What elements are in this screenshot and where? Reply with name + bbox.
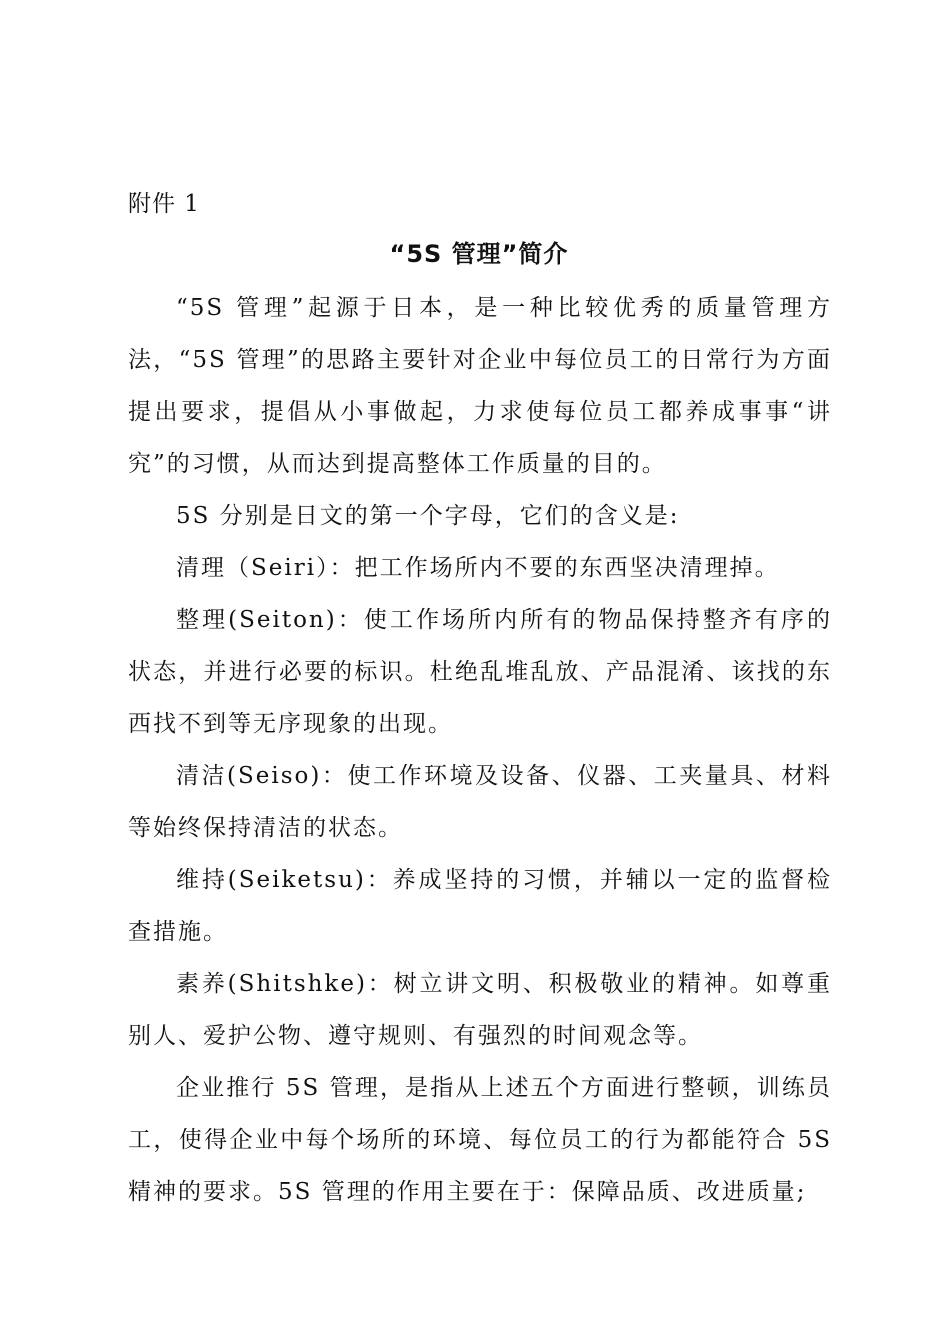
- paragraph-shitsuke: 素养(Shitshke)：树立讲文明、积极敬业的精神。如尊重别人、爱护公物、遵守规则、有强烈的时间观念等。: [128, 971, 832, 1049]
- document-title: “5S 管理”简介: [389, 240, 569, 268]
- attachment-label: 附件 1: [128, 191, 200, 217]
- paragraph-implementation: 企业推行 5S 管理，是指从上述五个方面进行整顿，训练员工，使得企业中每个场所的环境、每位员工的行为都能符合 5S 精神的要求。5S 管理的作用主要在于：保障品质、改进质量;: [128, 1075, 832, 1205]
- paragraph-seiton: 整理(Seiton)：使工作场所内所有的物品保持整齐有序的状态，并进行必要的标识。杜绝乱堆乱放、产品混淆、该找的东西找不到等无序现象的出现。: [128, 607, 832, 737]
- paragraph-seiso: 清洁(Seiso)：使工作环境及设备、仪器、工夹量具、材料等始终保持清洁的状态。: [128, 763, 832, 841]
- paragraph-intro: “5S 管理”起源于日本，是一种比较优秀的质量管理方法，“5S 管理”的思路主要针对企业中每位员工的日常行为方面提出要求，提倡从小事做起，力求使每位员工都养成事事“讲究”的习惯，从而达到提高整体工作质量的目的。: [128, 295, 832, 477]
- document-body: [128, 282, 832, 1218]
- paragraph-5s-meaning: 5S 分别是日文的第一个字母，它们的含义是:: [176, 503, 680, 529]
- paragraph-seiri: 清理（Seiri）：把工作场所内不要的东西坚决清理掉。: [176, 555, 780, 581]
- paragraph-seiketsu: 维持(Seiketsu)：养成坚持的习惯，并辅以一定的监督检查措施。: [128, 867, 832, 945]
